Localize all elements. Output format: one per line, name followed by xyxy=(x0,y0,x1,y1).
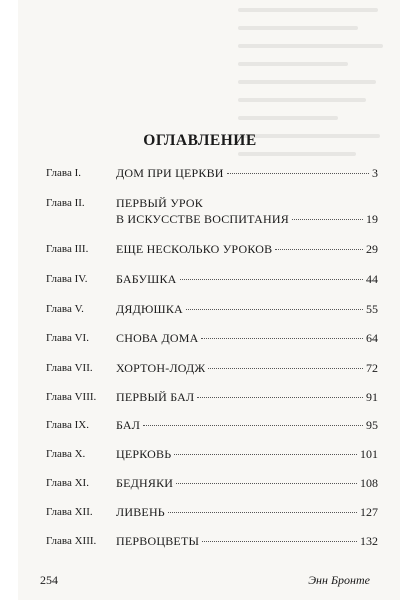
chapter-label: Глава I. xyxy=(46,167,81,179)
page-ref: 132 xyxy=(360,534,378,548)
chapter-title: ДОМ ПРИ ЦЕРКВИ xyxy=(116,166,224,180)
toc-last-line xyxy=(116,211,378,227)
contents-heading: ОГЛАВЛЕНИЕ xyxy=(143,132,257,149)
chapter-title: ПЕРВЫЙ БАЛ xyxy=(116,390,195,404)
chapter-label: Глава XII. xyxy=(46,506,93,518)
chapter-label: Глава IX. xyxy=(46,419,89,431)
toc-line xyxy=(116,504,378,520)
toc-title-block xyxy=(116,417,378,433)
chapter-label: Глава V. xyxy=(46,303,84,315)
chapter-label: Глава III. xyxy=(46,243,89,255)
page-ref: 29 xyxy=(366,242,378,256)
toc-line xyxy=(116,360,378,376)
chapter-title: БАЛ xyxy=(116,418,141,432)
page-ref: 127 xyxy=(360,505,378,519)
chapter-title: БАБУШКА xyxy=(116,272,177,286)
chapter-title-continued: В ИСКУССТВЕ ВОСПИТАНИЯ xyxy=(116,212,289,226)
toc-title-block xyxy=(116,504,378,520)
dot-leader xyxy=(168,512,357,513)
chapter-title: ЛИВЕНЬ xyxy=(116,505,165,519)
toc-line xyxy=(116,417,378,433)
page-ref: 95 xyxy=(366,418,378,432)
dot-leader xyxy=(197,397,363,398)
toc-line xyxy=(116,533,378,549)
page-ref: 3 xyxy=(372,166,378,180)
dot-leader xyxy=(176,483,357,484)
toc-title-block xyxy=(116,195,378,227)
page-number: 254 xyxy=(40,573,58,587)
toc-line xyxy=(116,271,378,287)
toc-line xyxy=(116,446,378,462)
chapter-title: БЕДНЯКИ xyxy=(116,476,174,490)
chapter-title: ПЕРВЫЙ УРОК xyxy=(116,196,203,210)
dot-leader xyxy=(186,309,363,310)
page-ref: 108 xyxy=(360,476,378,490)
dot-leader xyxy=(143,425,363,426)
dot-leader xyxy=(202,541,357,542)
dot-leader xyxy=(201,338,363,339)
chapter-title: ЦЕРКОВЬ xyxy=(116,447,172,461)
toc-line xyxy=(116,475,378,491)
toc-title-block xyxy=(116,446,378,462)
page-ref: 72 xyxy=(366,361,378,375)
page-ref: 44 xyxy=(366,272,378,286)
chapter-label: Глава VII. xyxy=(46,362,93,374)
toc-title-block xyxy=(116,330,378,346)
page-ref: 19 xyxy=(366,212,378,226)
chapter-label: Глава VIII. xyxy=(46,391,97,403)
chapter-title: СНОВА ДОМА xyxy=(116,331,199,345)
author-running-footer: Энн Бронте xyxy=(308,573,370,587)
toc-title-block xyxy=(116,389,378,405)
chapter-title: ДЯДЮШКА xyxy=(116,302,183,316)
dot-leader xyxy=(227,173,369,174)
chapter-label: Глава IV. xyxy=(46,273,88,285)
toc-title-block xyxy=(116,360,378,376)
chapter-title: ЕЩЕ НЕСКОЛЬКО УРОКОВ xyxy=(116,242,273,256)
dot-leader xyxy=(180,279,363,280)
toc-line xyxy=(116,165,378,181)
toc-line xyxy=(116,389,378,405)
page-ref: 64 xyxy=(366,331,378,345)
chapter-label: Глава X. xyxy=(46,448,86,460)
chapter-label: Глава XIII. xyxy=(46,535,97,547)
dot-leader xyxy=(208,368,363,369)
toc-title-block xyxy=(116,533,378,549)
toc-line xyxy=(116,301,378,317)
toc-line xyxy=(116,241,378,257)
toc-title-block xyxy=(116,271,378,287)
toc-title-block xyxy=(116,301,378,317)
page-ref: 91 xyxy=(366,390,378,404)
dot-leader xyxy=(292,219,363,220)
page-ref: 101 xyxy=(360,447,378,461)
toc-title-block xyxy=(116,241,378,257)
page-ref: 55 xyxy=(366,302,378,316)
dot-leader xyxy=(275,249,363,250)
chapter-label: Глава II. xyxy=(46,197,85,209)
toc-title-block xyxy=(116,165,378,181)
chapter-label: Глава VI. xyxy=(46,332,89,344)
dot-leader xyxy=(174,454,357,455)
chapter-label: Глава XI. xyxy=(46,477,89,489)
chapter-title: ПЕРВОЦВЕТЫ xyxy=(116,534,200,548)
toc-line xyxy=(116,330,378,346)
chapter-title: ХОРТОН-ЛОДЖ xyxy=(116,361,206,375)
toc-title-block xyxy=(116,475,378,491)
